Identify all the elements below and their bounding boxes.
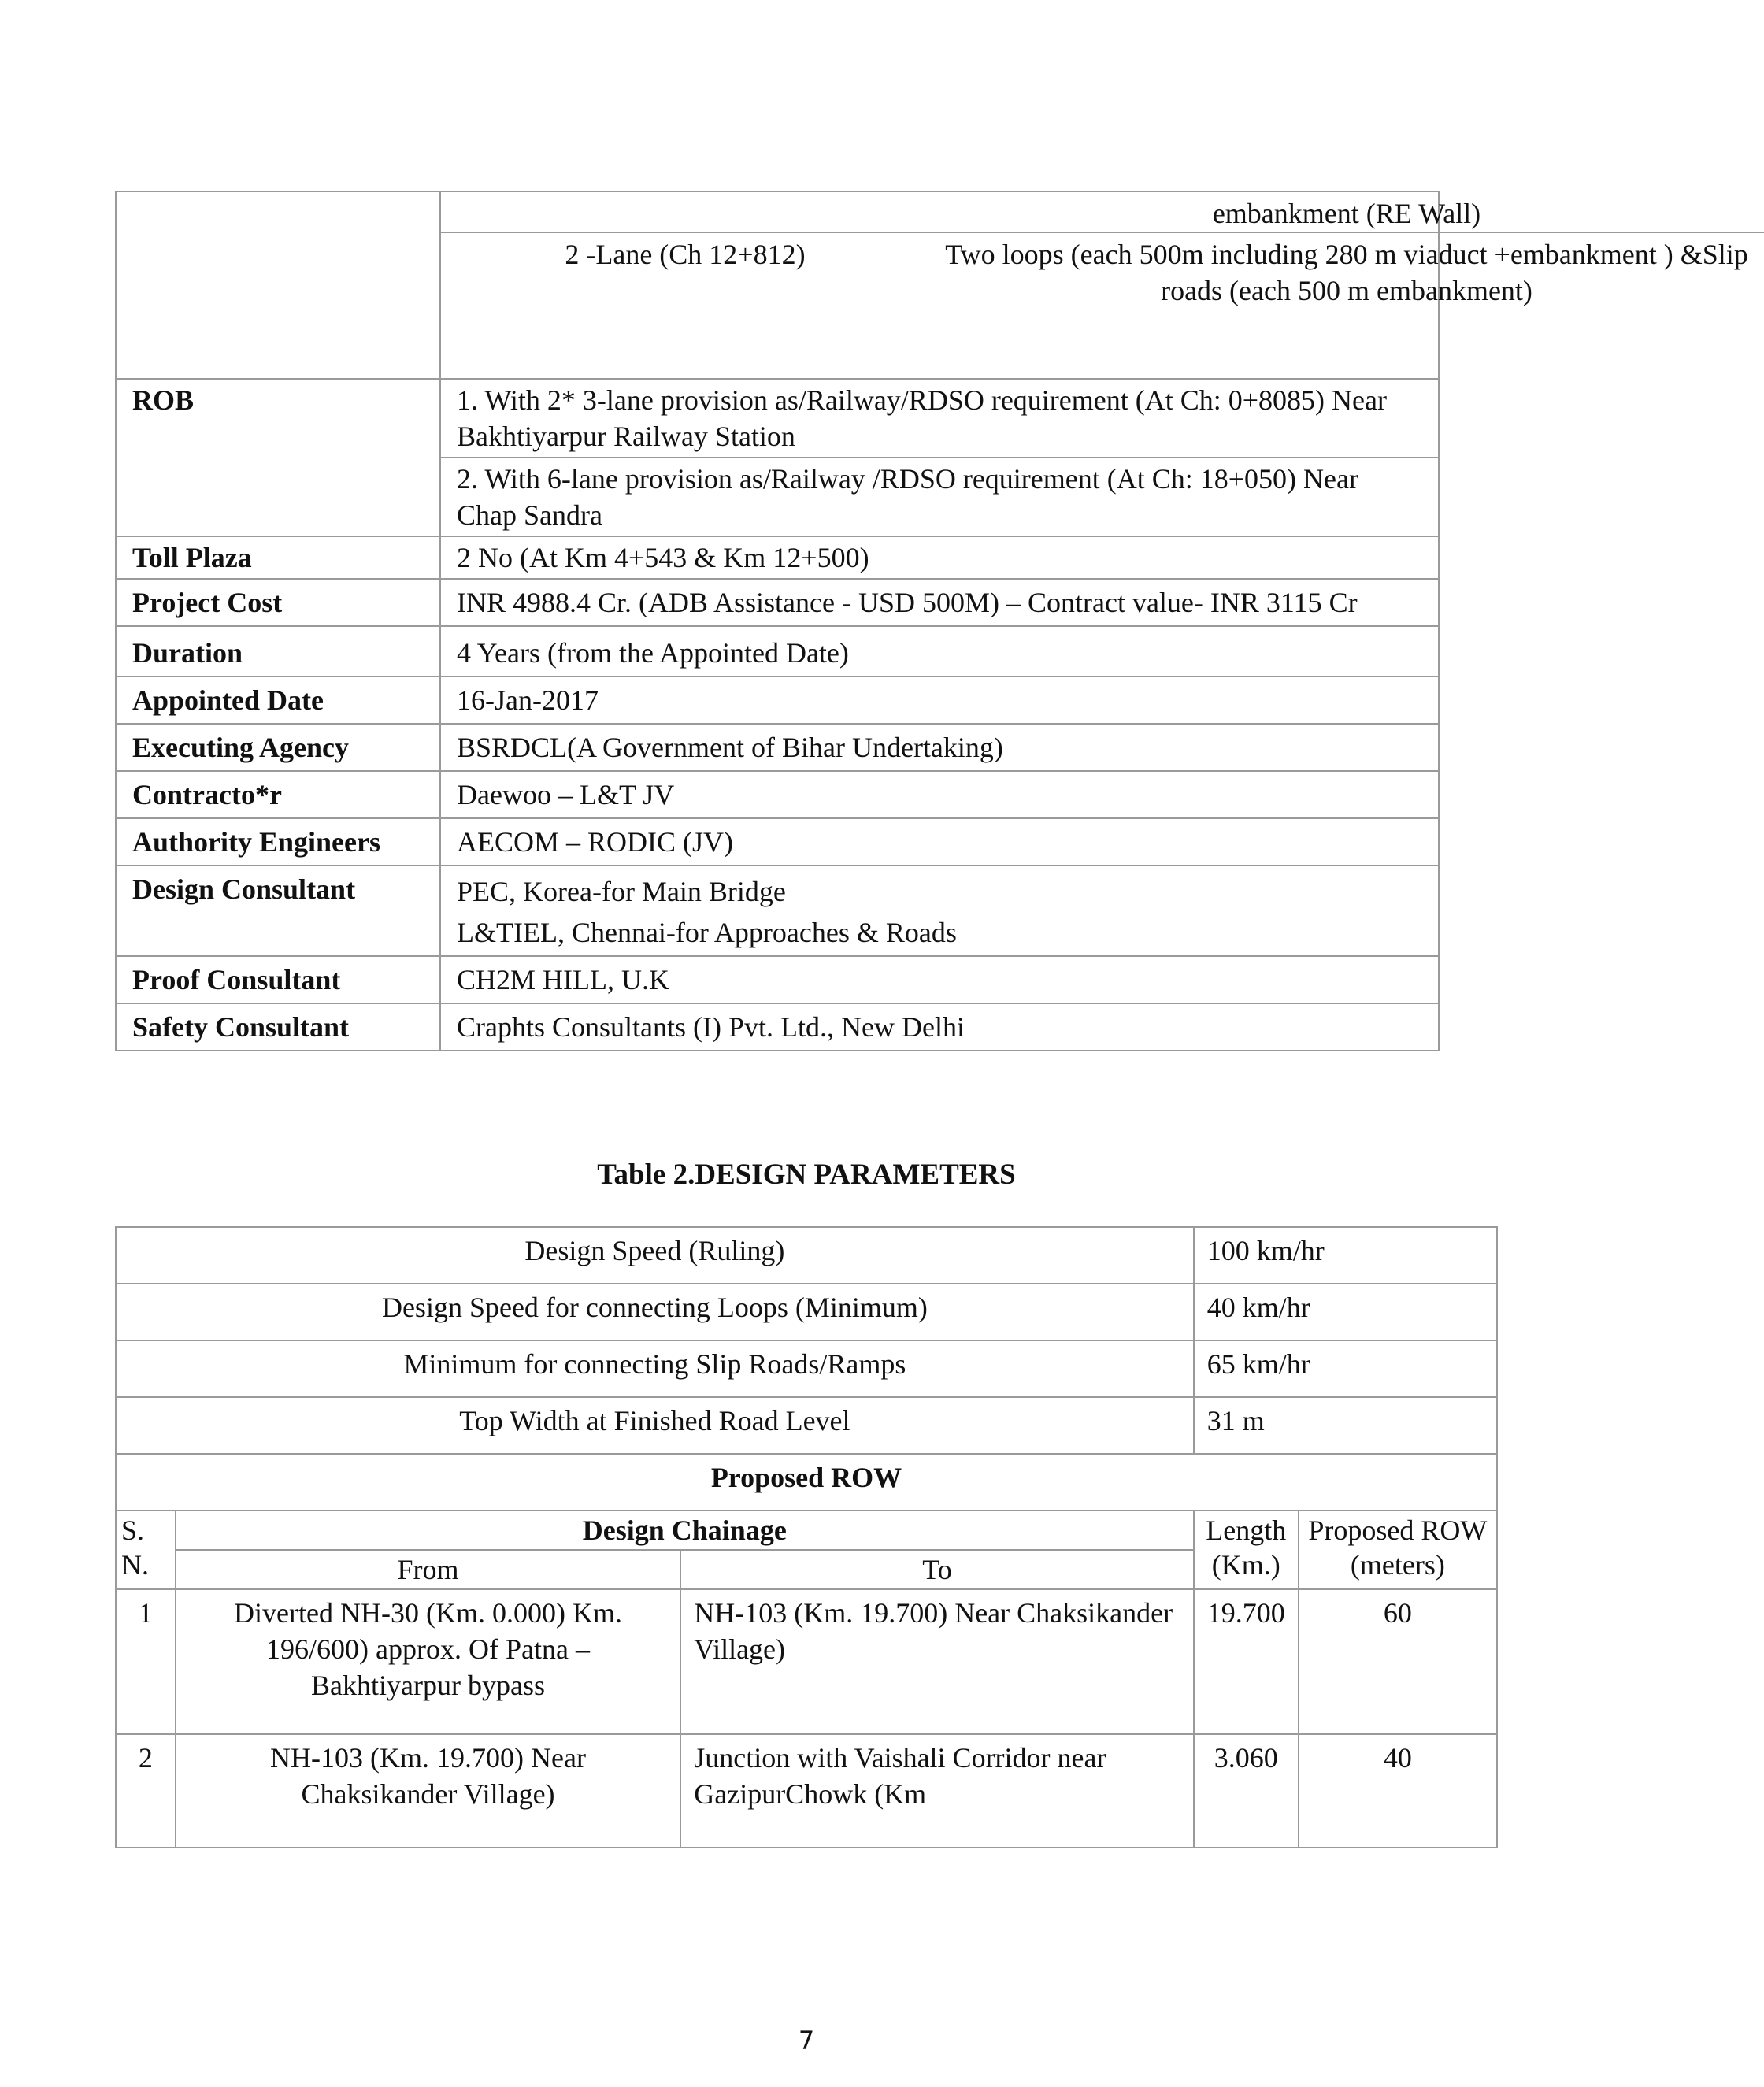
- design-consultant-value: [440, 866, 1439, 956]
- row-label: Safety Consultant: [116, 1003, 440, 1051]
- row-value: INR 4988.4 Cr. (ADB Assistance - USD 500M) – Contract value- INR 3115 Cr: [440, 579, 1439, 626]
- row-label: Contracto*r: [116, 771, 440, 818]
- param-value: 65 km/hr: [1194, 1340, 1497, 1397]
- section-heading-row: [116, 1454, 1497, 1511]
- design-consultant-line-2: L&TIEL, Chennai-for Approaches & Roads: [457, 917, 957, 948]
- rob-label: ROB: [116, 379, 440, 536]
- proposed-row-header: Proposed ROW (meters): [1299, 1511, 1497, 1589]
- table-row: [116, 956, 1439, 1003]
- table-row: [116, 677, 1439, 724]
- table-row: [116, 626, 1439, 677]
- interchange-inner-table: [441, 192, 1764, 313]
- table-row: [116, 191, 1439, 379]
- design-consultant-line-1: PEC, Korea-for Main Bridge: [457, 876, 786, 907]
- interchange-cell: [440, 191, 1748, 379]
- to-cell: NH-103 (Km. 19.700) Near Chaksikander Village): [680, 1589, 1194, 1734]
- page-number: 7: [798, 2026, 815, 2055]
- table-row: [116, 1734, 1497, 1848]
- param-name: Minimum for connecting Slip Roads/Ramps: [116, 1340, 1194, 1397]
- row-value: 16-Jan-2017: [440, 677, 1439, 724]
- from-header: From: [176, 1550, 680, 1589]
- rob-item-2: 2. With 6-lane provision as/Railway /RDSO requirement (At Ch: 18+050) Near Chap Sandra: [440, 458, 1439, 536]
- row-value: BSRDCL(A Government of Bihar Undertaking): [440, 724, 1439, 771]
- row-value: CH2M HILL, U.K: [440, 956, 1439, 1003]
- project-details-table: [115, 191, 1748, 1051]
- table-row: [116, 771, 1439, 818]
- rob-item-1: 1. With 2* 3-lane provision as/Railway/RDSO requirement (At Ch: 0+8085) Near Bakhtiyarpur Railway Station: [440, 379, 1439, 458]
- row-value: Craphts Consultants (I) Pvt. Ltd., New Delhi: [440, 1003, 1439, 1051]
- length-cell: 19.700: [1194, 1589, 1299, 1734]
- design-consultant-label: Design Consultant: [116, 866, 440, 956]
- row-cell: 60: [1299, 1589, 1497, 1734]
- table-row: [116, 379, 1439, 458]
- param-value: 40 km/hr: [1194, 1284, 1497, 1340]
- design-parameters-table: [115, 1226, 1498, 1848]
- from-cell: Diverted NH-30 (Km. 0.000) Km. 196/600) approx. Of Patna – Bakhtiyarpur bypass: [176, 1589, 680, 1734]
- header-row: [116, 1511, 1497, 1550]
- empty-label-cell: [116, 191, 440, 379]
- to-header: To: [680, 1550, 1194, 1589]
- table-row: [116, 1589, 1497, 1734]
- row-value: Daewoo – L&T JV: [440, 771, 1439, 818]
- table-row: [116, 724, 1439, 771]
- row-label: Executing Agency: [116, 724, 440, 771]
- row-label: Authority Engineers: [116, 818, 440, 866]
- param-name: Design Speed (Ruling): [116, 1227, 1194, 1284]
- sn-header: S. N.: [116, 1511, 176, 1589]
- param-row: [116, 1397, 1497, 1454]
- table-row: [116, 536, 1439, 579]
- proposed-row-heading: Proposed ROW: [116, 1454, 1497, 1511]
- param-value: 31 m: [1194, 1397, 1497, 1454]
- table-row: [116, 818, 1439, 866]
- sn-cell: 1: [116, 1589, 176, 1734]
- table-row: [116, 866, 1439, 956]
- row-label: Proof Consultant: [116, 956, 440, 1003]
- row-value: AECOM – RODIC (JV): [440, 818, 1439, 866]
- loops-text: Two loops (each 500m including 280 m viaduct +embankment ) &Slip roads (each 500 m embankment): [929, 232, 1764, 313]
- param-name: Design Speed for connecting Loops (Minimum): [116, 1284, 1194, 1340]
- lane-text: 2 -Lane (Ch 12+812): [441, 232, 929, 313]
- row-cell: 40: [1299, 1734, 1497, 1848]
- row-label: Toll Plaza: [116, 536, 440, 579]
- from-cell: NH-103 (Km. 19.700) Near Chaksikander Village): [176, 1734, 680, 1848]
- param-row: [116, 1340, 1497, 1397]
- table-row: [116, 579, 1439, 626]
- re-wall-text: embankment (RE Wall): [1212, 198, 1481, 229]
- row-label: Project Cost: [116, 579, 440, 626]
- to-cell: Junction with Vaishali Corridor near GazipurChowk (Km: [680, 1734, 1194, 1848]
- param-row: [116, 1284, 1497, 1340]
- param-row: [116, 1227, 1497, 1284]
- table-title: Table 2.DESIGN PARAMETERS: [597, 1158, 1016, 1191]
- row-value: 2 No (At Km 4+543 & Km 12+500): [440, 536, 1439, 579]
- length-cell: 3.060: [1194, 1734, 1299, 1848]
- param-value: 100 km/hr: [1194, 1227, 1497, 1284]
- table-row: [116, 1003, 1439, 1051]
- param-name: Top Width at Finished Road Level: [116, 1397, 1194, 1454]
- row-label: Duration: [116, 626, 440, 677]
- length-header: Length (Km.): [1194, 1511, 1299, 1589]
- row-label: Appointed Date: [116, 677, 440, 724]
- row-value: 4 Years (from the Appointed Date): [440, 626, 1439, 677]
- sn-cell: 2: [116, 1734, 176, 1848]
- design-chainage-header: Design Chainage: [176, 1511, 1194, 1550]
